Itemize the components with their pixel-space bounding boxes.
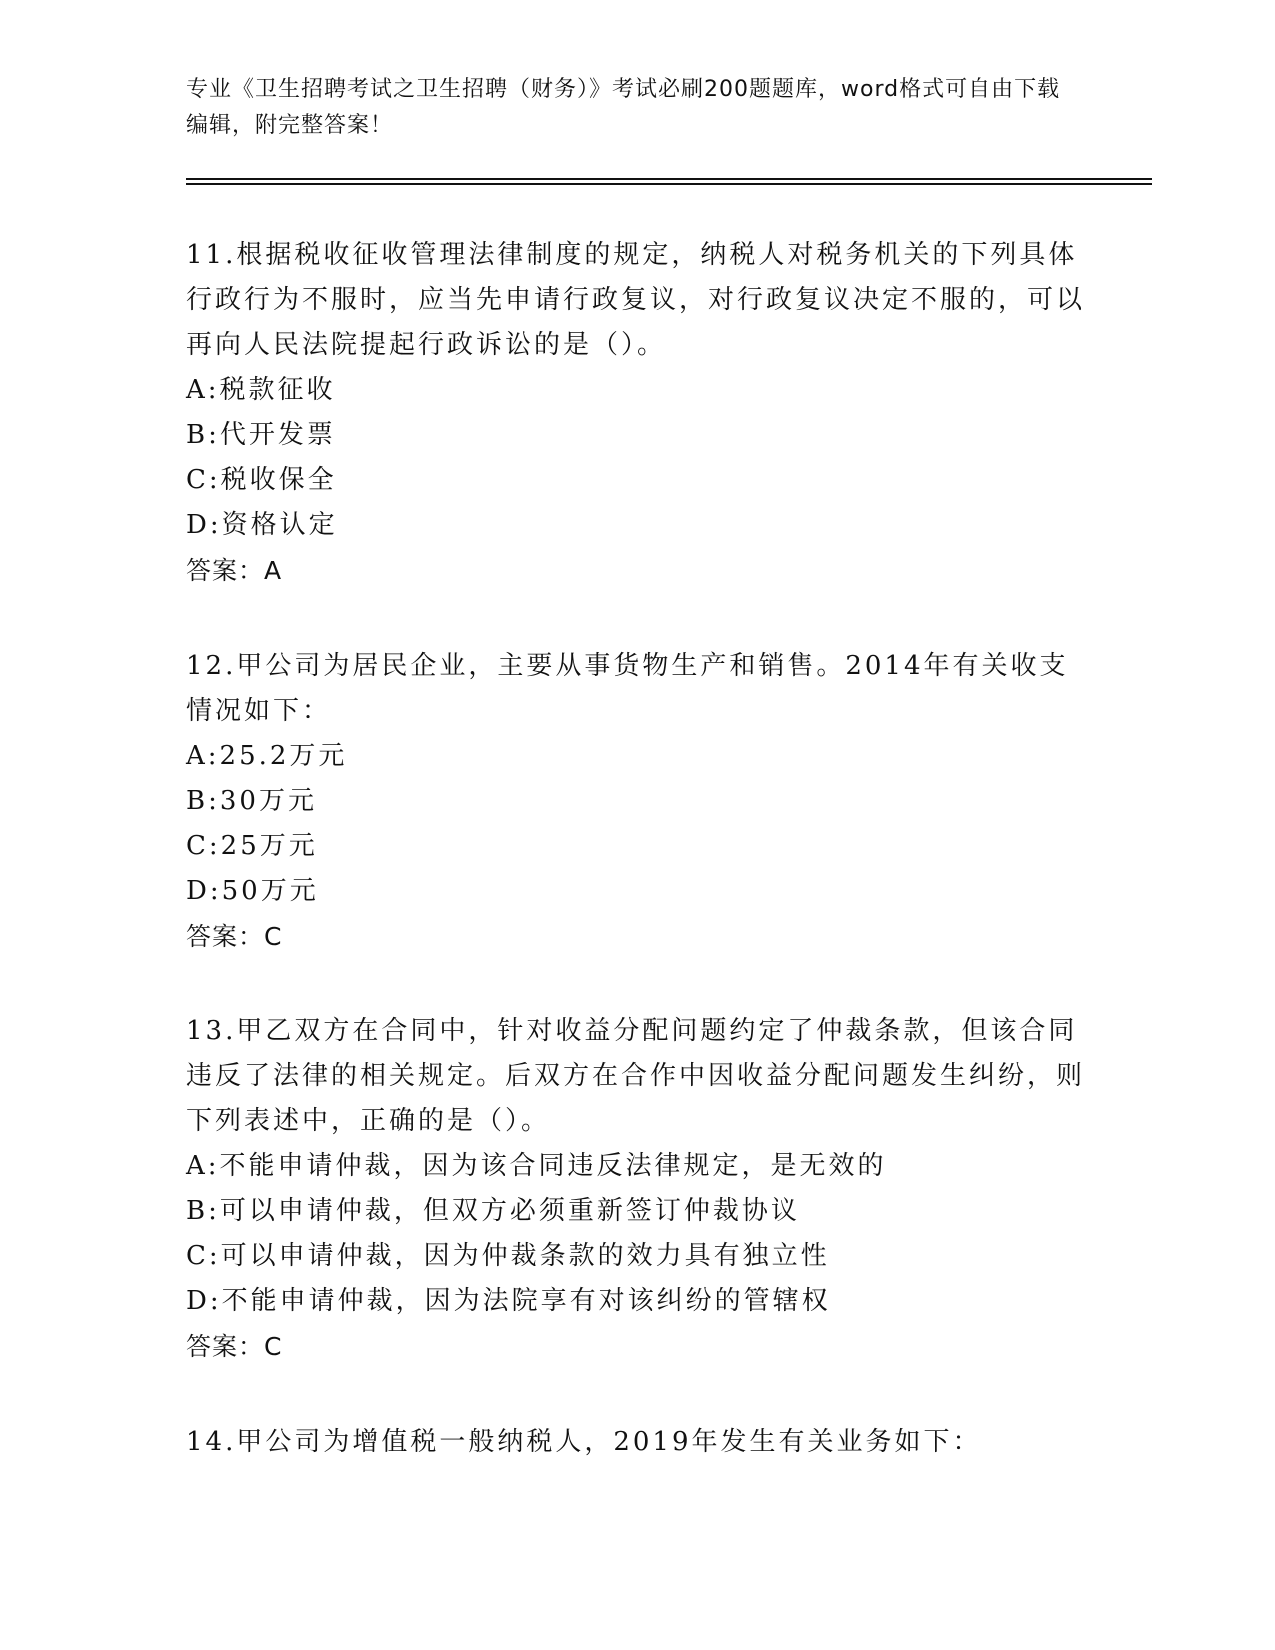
- option-a: A:25.2万元: [186, 741, 348, 771]
- option-a: A:不能申请仲裁，因为该合同违反法律规定，是无效的: [186, 1151, 887, 1181]
- question-stem: 11.根据税收征收管理法律制度的规定，纳税人对税务机关的下列具体行政行为不服时，应当先申请行政复议，对行政复议决定不服的，可以再向人民法院提起行政诉讼的是（）。: [186, 240, 1086, 360]
- header-divider-top: [186, 178, 1152, 180]
- question-14: [186, 1420, 1086, 1465]
- header-divider-bottom: [186, 183, 1152, 185]
- option-d: D:资格认定: [186, 510, 338, 540]
- answer-line: 答案：C: [186, 1332, 283, 1361]
- answer-line: 答案：C: [186, 922, 283, 951]
- document-header: [186, 72, 1066, 144]
- option-c: C:税收保全: [186, 465, 337, 495]
- option-c: C:25万元: [186, 831, 318, 861]
- question-stem: 12.甲公司为居民企业，主要从事货物生产和销售。2014年有关收支情况如下：: [186, 651, 1069, 726]
- option-b: B:30万元: [186, 786, 317, 816]
- question-11: [186, 233, 1086, 593]
- option-d: D:50万元: [186, 876, 319, 906]
- answer-line: 答案：A: [186, 556, 283, 585]
- option-b: B:代开发票: [186, 420, 336, 450]
- option-a: A:税款征收: [186, 375, 336, 405]
- option-b: B:可以申请仲裁，但双方必须重新签订仲裁协议: [186, 1196, 800, 1226]
- option-c: C:可以申请仲裁，因为仲裁条款的效力具有独立性: [186, 1241, 830, 1271]
- question-12: [186, 644, 1086, 959]
- header-text: 专业《卫生招聘考试之卫生招聘（财务）》考试必刷200题题库，word格式可自由下载编辑，附完整答案！: [186, 77, 1061, 138]
- question-stem: 13.甲乙双方在合同中，针对收益分配问题约定了仲裁条款，但该合同违反了法律的相关规定。后双方在合作中因收益分配问题发生纠纷，则下列表述中，正确的是（）。: [186, 1016, 1086, 1136]
- option-d: D:不能申请仲裁，因为法院享有对该纠纷的管辖权: [186, 1286, 831, 1316]
- question-13: [186, 1009, 1086, 1369]
- question-stem: 14.甲公司为增值税一般纳税人，2019年发生有关业务如下：: [186, 1427, 982, 1457]
